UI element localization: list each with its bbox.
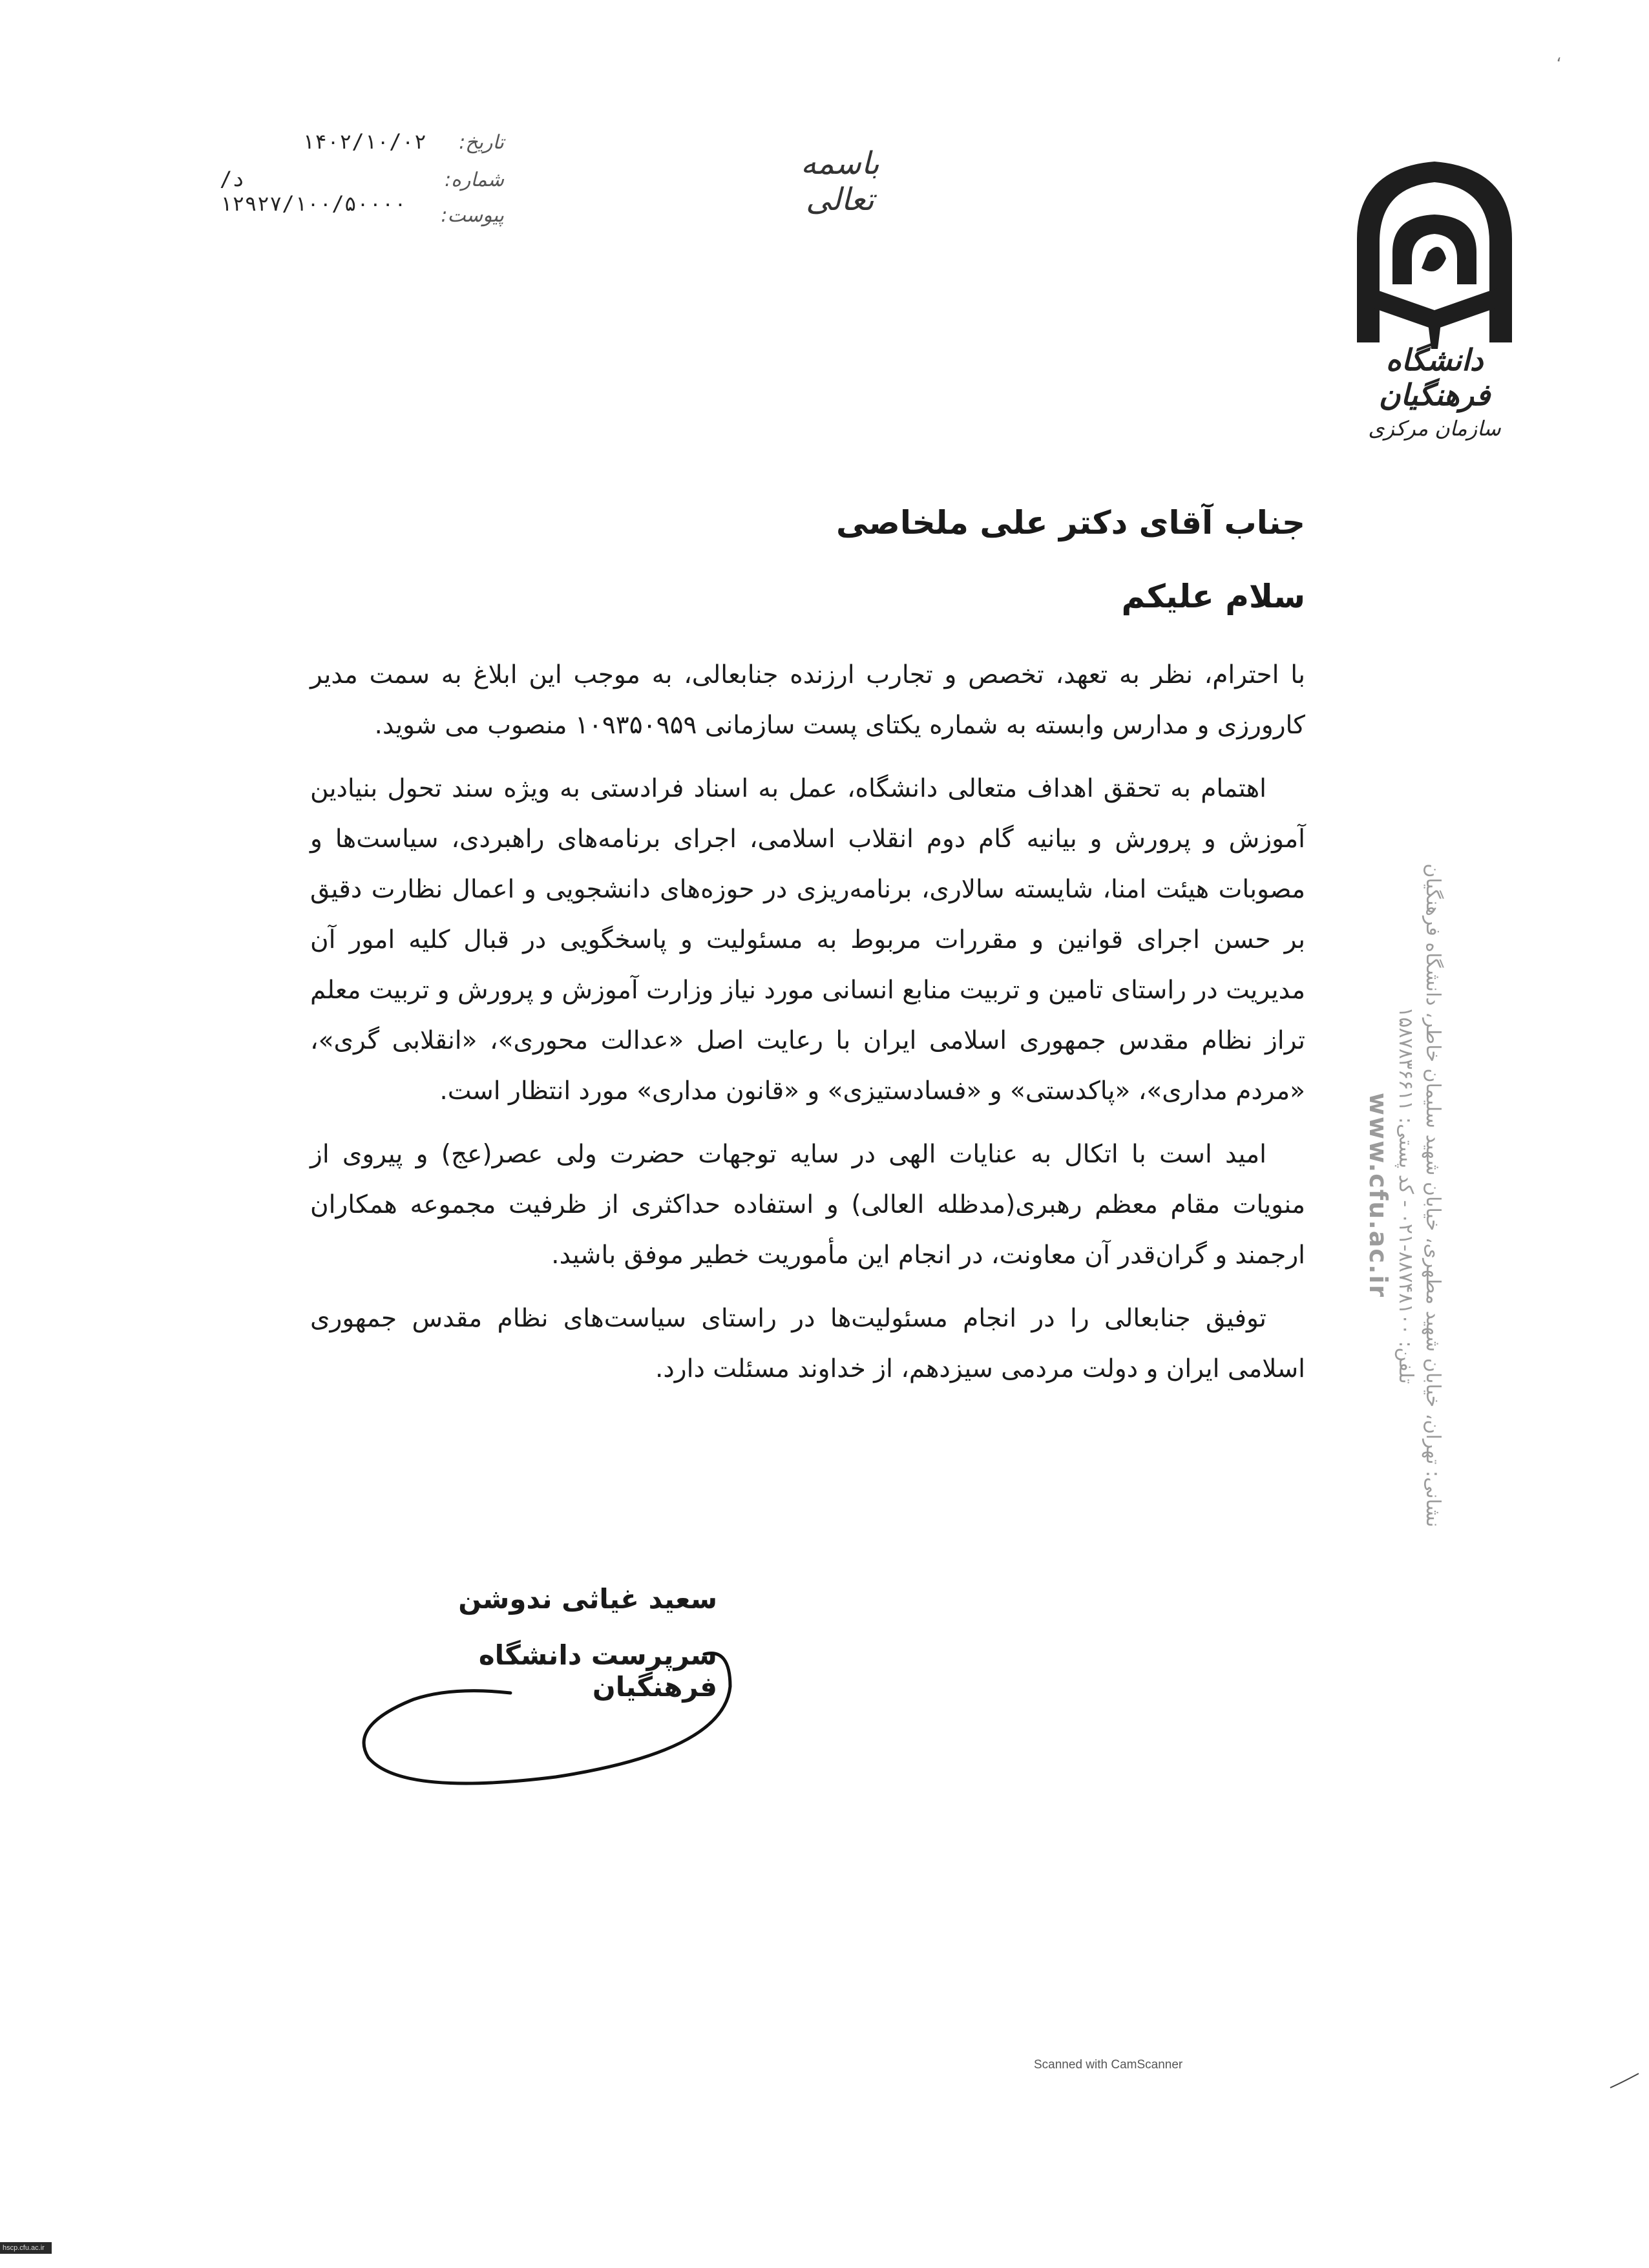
contact-sidebar-text [1365,775,1446,1615]
signatory-name: سعید غیاثی ندوشن [458,1583,717,1615]
letter-body [310,504,1305,1407]
attachment-label: پیوست: [441,204,504,227]
signatory-title: سرپرست دانشگاه فرهنگیان [478,1639,717,1703]
source-badge: hscp.cfu.ac.ir [0,2242,52,2254]
paragraph-appointment: با احترام، نظر به تعهد، تخصص و تجارب ارزنده جنابعالی، به موجب این ابلاغ به سمت مدیر کارورزی و مدارس وابسته به شماره یکتای پست سازمانی ۱۰۹۳۵۰۹۵۹ منصوب می شوید. [310,660,1305,740]
paragraph-wishes: امید است با اتکال به عنایات الهی در سایه توجهات حضرت ولی عصر(عج) و پیروی از منویات مقام معظم رهبری(مدظله العالی) و استفاده حداکثری از ظرفیت مجموعه همکاران ارجمند و گران‌قدر آن معاونت، در انجام این مأموریت خطیر موفق باشید. [310,1140,1305,1270]
number-value: د/۱۲۹۲۷/۱۰۰/۵۰۰۰۰ [220,167,406,216]
sidebar-address: نشانی: تهران، خیابان شهید مطهری، خیابان شهید سلیمان خاطر، دانشگاه فرهنگیان [1422,863,1444,1528]
date-row [220,129,504,167]
greeting-line: سلام علیکم [1121,578,1305,615]
date-label: تاریخ: [459,131,504,154]
recipient-line: جناب آقای دکتر علی ملخاصی [835,504,1305,541]
date-value: ۱۴۰۲/۱۰/۰۲ [302,129,426,154]
letter-meta [220,129,504,242]
scanner-footnote: Scanned with CamScanner [1034,2058,1183,2072]
logo-caption [1331,342,1538,441]
paragraph-duties: اهتمام به تحقق اهداف متعالی دانشگاه، عمل به اسناد فرادستی به ویژه سند تحول بنیادین آموزش و پرورش و بیانیه گام دوم انقلاب اسلامی، اجرای برنامه‌های راهبردی، سیاست‌ها و مصوبات هیئت امنا، شایسته سالاری، برنامه‌ریزی در حوزه‌های دانشجویی و اعمال نظارت دقیق بر حسن اجرای قوانین و مقررات مربوط به مسئولیت و پاسخگویی در قبال کلیه امور آن مدیریت در راستای تامین و تربیت منابع انسانی مورد نیاز وزارت آموزش و پرورش و تربیت معلم تراز نظام مقدس جمهوری اسلامی ایران با رعایت اصل «عدالت محوری»، «انقلابی گری»، «مردم مداری»، «پاکدستی» و «فسادستیزی» و «قانون مداری» مورد انتظار است. [310,774,1305,1106]
sidebar-website: www.cfu.ac.ir [1364,1092,1392,1299]
pen-stroke-icon [1609,2071,1641,2090]
corner-mark: ، [1556,47,1562,66]
university-subtitle: سازمان مرکزی [1368,416,1501,441]
signature-scribble-icon [342,1628,756,1809]
number-label: شماره: [445,169,504,191]
university-name: دانشگاه فرهنگیان [1378,342,1491,412]
paragraph-closing: توفیق جنابعالی را در انجام مسئولیت‌ها در راستای سیاست‌های نظام مقدس جمهوری اسلامی ایران و دولت مردمی سیزدهم، از خداوند مسئلت دارد. [310,1304,1305,1383]
contact-sidebar [1364,762,1444,1628]
sidebar-phone: تلفن: ۸۸۷۴۸۱۰۰-۰۲۱ - کد پستی: ۱۵۸۷۸۳۶۶۱۱ [1394,1007,1417,1384]
invocation-heading: باسمه تعالی [801,145,879,218]
